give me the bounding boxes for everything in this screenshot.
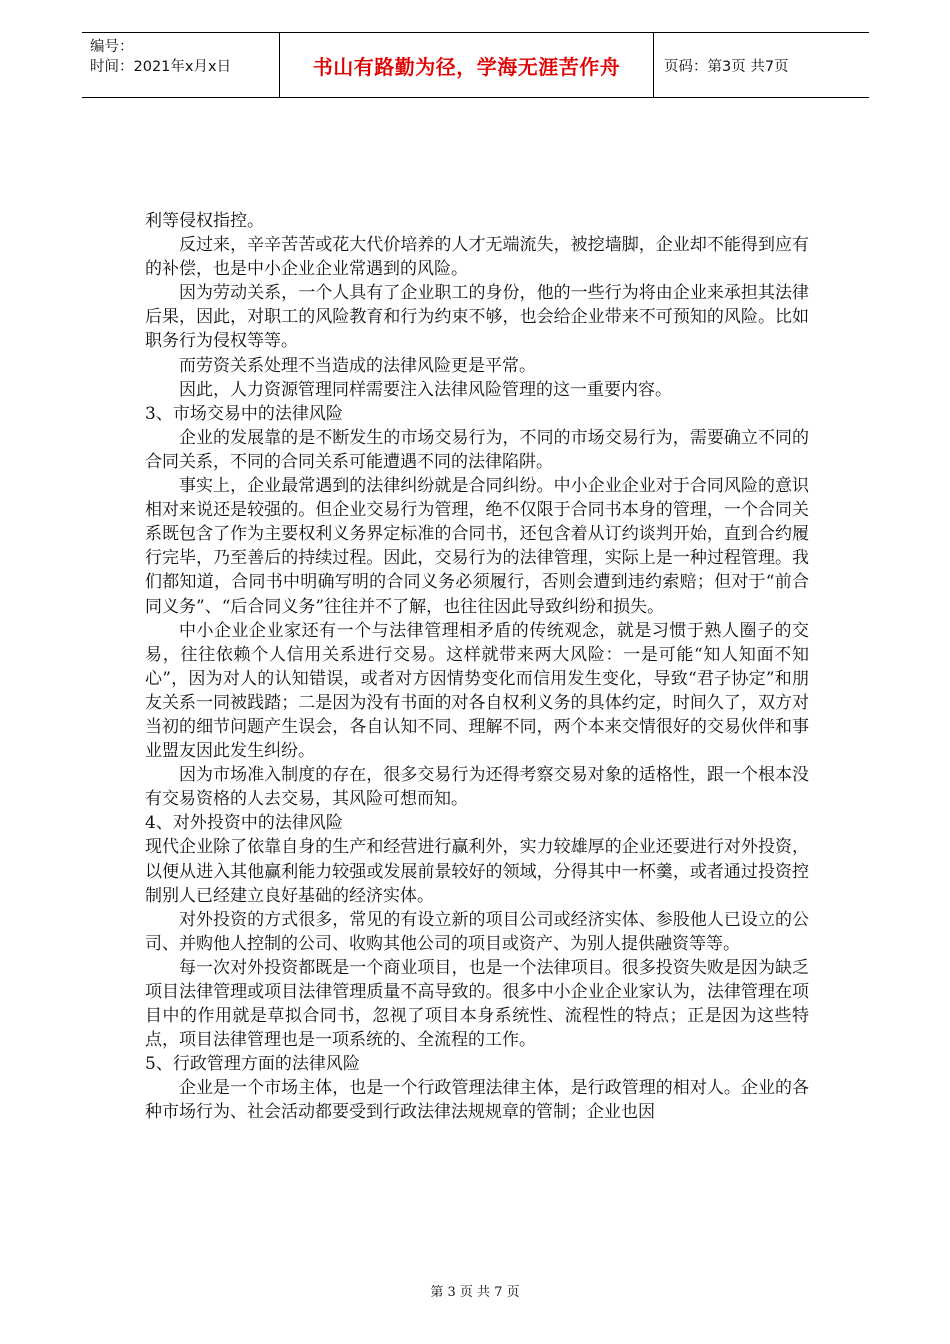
document-number-label: 编号： xyxy=(90,39,134,55)
body-paragraph: 因为劳动关系，一个人具有了企业职工的身份，他的一些行为将由企业来承担其法律后果，因此，对职工的风险教育和行为约束不够，也会给企业带来不可预知的风险。比如职务行为侵权等等。 xyxy=(145,283,809,352)
header-page-info: 页码：第3页 共7页 xyxy=(664,58,789,75)
body-paragraph: 因为市场准入制度的存在，很多交易行为还得考察交易对象的适格性，跟一个根本没有交易资格的人去交易，其风险可想而知。 xyxy=(145,765,809,810)
body-paragraph: 3、市场交易中的法律风险 xyxy=(145,403,343,424)
body-paragraph: 反过来，辛辛苦苦或花大代价培养的人才无端流失，被挖墙脚，企业却不能得到应有的补偿，也是中小企业企业常遇到的风险。 xyxy=(145,235,809,280)
body-paragraph: 利等侵权指控。 xyxy=(145,211,264,231)
document-body xyxy=(145,209,843,1125)
body-paragraph: 5、行政管理方面的法律风险 xyxy=(145,1054,360,1075)
page-footer: 第 3 页 共 7 页 xyxy=(430,1285,520,1300)
document-time-label: 时间：2021年x月x日 xyxy=(90,59,232,75)
body-paragraph: 企业是一个市场主体，也是一个行政管理法律主体，是行政管理的相对人。企业的各种市场行为、社会活动都要受到行政法律法规规章的管制；企业也因 xyxy=(145,1078,809,1123)
body-paragraph: 事实上，企业最常遇到的法律纠纷就是合同纠纷。中小企业企业对于合同风险的意识 相对来说还是较强的。但企业交易行为管理，绝不仅限于合同书本身的管理，一个合同关系既包含了作为主要权利义务界定标准的合同书，还包含着从订约谈判开始，直到合约履行完毕，乃至善后的持续过程。因此，交易行为的法律管理，实际上是一种过程管理。我们都知道，合同书中明确写明的合同义务必须履行，否则会遭到违约索赔；但对于“前合同义务”、“后合同义务”往往并不了解，也往往因此导致纠纷和损失。 xyxy=(145,476,843,617)
body-paragraph: 对外投资的方式很多，常见的有设立新的项目公司或经济实体、参股他人已设立的公司、并购他人控制的公司、收购其他公司的项目或资产、为别人提供融资等等。 xyxy=(145,909,809,954)
body-paragraph: 4、对外投资中的法律风险 xyxy=(145,813,343,834)
header-motto-cell xyxy=(280,33,654,97)
header-meta xyxy=(82,33,280,97)
body-paragraph: 每一次对外投资都既是一个商业项目，也是一个法律项目。很多投资失败是因为缺乏项目法律管理或项目法律管理质量不高导致的。很多中小企业企业家认为，法律管理在项目中的作用就是草拟合同书，忽视了项目本身系统性、流程性的特点；正是因为这些特点，项目法律管理也是一项系统的、全流程的工作。 xyxy=(145,957,809,1051)
body-paragraph: 中小企业企业家还有一个与法律管理相矛盾的传统观念，就是习惯于熟人圈子的交易，往往依赖个人信用关系进行交易。这样就带来两大风险：一是可能“知人知面不知心”，因为对人的认知错误，或者对方因情势变化而信用发生变化，导致“君子协定”和朋友关系一同被践踏；二是因为没有书面的对各自权利义务的具体约定，时间久了，双方对当初的细节问题产生误会，各自认知不同、理解不同，两个本来交情很好的交易伙伴和事业盟友因此发生纠纷。 xyxy=(145,620,809,762)
body-paragraph: 而劳资关系处理不当造成的法律风险更是平常。 xyxy=(179,355,536,376)
body-paragraph: 因此，人力资源管理同样需要注入法律风险管理的这一重要内容。 xyxy=(179,379,672,400)
page-header xyxy=(82,32,869,98)
body-paragraph: 现代企业除了依靠自身的生产和经营进行赢利外，实力较雄厚的企业还要进行对外投资，以便从进入其他赢利能力较强或发展前景较好的领域，分得其中一杯羹，或者通过投资控制别人已经建立良好基础的经济实体。 xyxy=(145,837,809,906)
header-motto: 书山有路勤为径，学海无涯苦作舟 xyxy=(312,54,621,79)
body-paragraph: 企业的发展靠的是不断发生的市场交易行为，不同的市场交易行为，需要确立不同的合同关系，不同的合同关系可能遭遇不同的法律陷阱。 xyxy=(145,427,809,472)
